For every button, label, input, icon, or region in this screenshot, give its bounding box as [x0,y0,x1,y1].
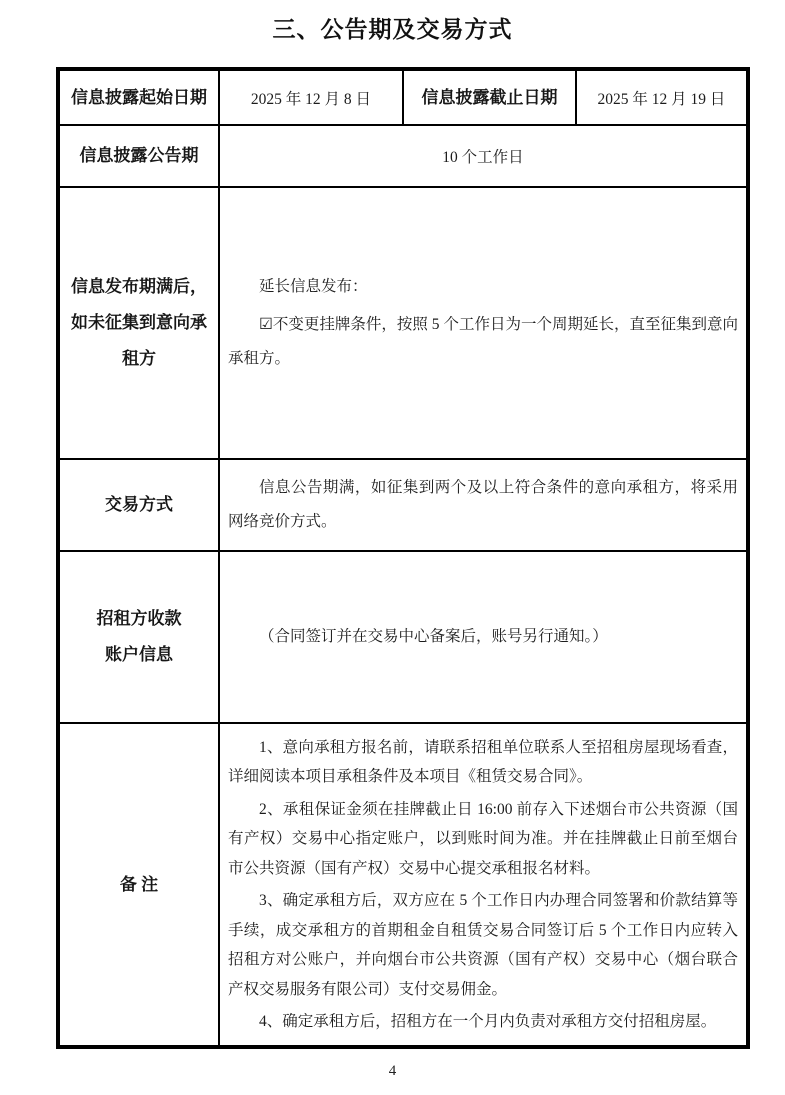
extension-option [228,308,738,376]
extension-option-text: 不变更挂牌条件，按照 5 个工作日为一个周期延长，直至征集到意向承租方。 [228,315,738,368]
announcement-period-label: 信息披露公告期 [58,125,219,187]
extension-policy-label [58,187,219,459]
trade-method-text: 信息公告期满，如征集到两个及以上符合条件的意向承租方，将采用网络竞价方式。 [228,478,738,530]
extension-heading: 延长信息发布： [259,277,368,295]
disclosure-start-label: 信息披露起始日期 [58,69,219,125]
disclosure-end-label: 信息披露截止日期 [403,69,576,125]
trade-method-content [219,459,748,551]
payee-account-content [219,551,748,723]
remark-item: 1、意向承租方报名前，请联系招租单位联系人至招租房屋现场看查，详细阅读本项目承租条件及本项目《租赁交易合同》。 [228,739,738,786]
extension-label-line: 租方 [122,348,156,368]
disclosure-start-value: 2025 年 12 月 8 日 [219,69,403,125]
payee-account-text: （合同签订并在交易中心备案后，账号另行通知。） [259,627,608,645]
checkbox-checked-icon: ☑ [259,315,273,333]
row-payee-account [58,551,748,723]
remark-item: 2、承租保证金须在挂牌截止日 16:00 前存入下述烟台市公共资源（国有产权）交易中心指定账户，以到账时间为准。并在挂牌截止日前至烟台市公共资源（国有产权）交易中心提交承租报名材料。 [228,800,738,877]
remark-item: 4、确定承租方后，招租方在一个月内负责对承租方交付招租房屋。 [259,1012,717,1030]
row-announcement-period [58,125,748,187]
remarks-label: 备 注 [58,723,219,1047]
page-title: 三、公告期及交易方式 [272,17,513,42]
row-disclosure-dates [58,69,748,125]
extension-label-line: 如未征集到意向承 [71,313,207,333]
row-trade-method [58,459,748,551]
disclosure-end-value: 2025 年 12 月 19 日 [576,69,748,125]
announcement-period-value: 10 个工作日 [219,125,748,187]
remark-item: 3、确定承租方后，双方应在 5 个工作日内办理合同签署和价款结算等手续，成交承租方的首期租金自租赁交易合同签订后 5 个工作日内应转入招租方对公账户，并向烟台市公共资源（国有产权）交易中心（烟台联合产权交易服务有限公司）支付交易佣金。 [228,892,738,998]
extension-policy-content [219,187,748,459]
payee-account-label-line: 招租方收款 [96,609,182,629]
row-extension-policy [58,187,748,459]
trade-method-label: 交易方式 [58,459,219,551]
payee-account-label-line: 账户信息 [105,645,173,664]
announcement-table [56,67,750,1049]
remarks-content [219,723,748,1047]
payee-account-label [58,551,219,723]
row-remarks [58,723,748,1047]
extension-label-line: 信息发布期满后， [71,277,207,297]
page-number: 4 [388,1063,397,1079]
